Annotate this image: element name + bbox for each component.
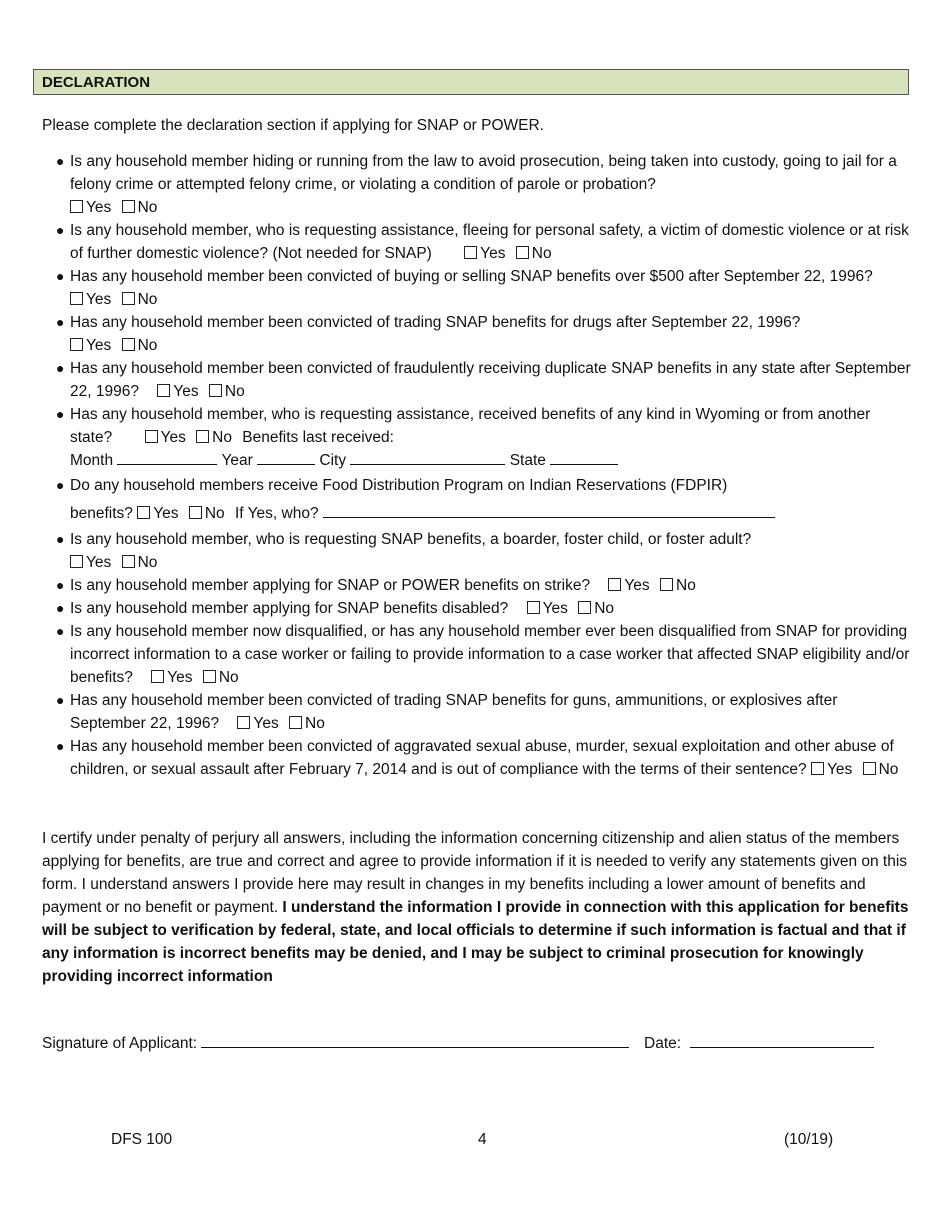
checkbox-icon[interactable]	[863, 762, 876, 775]
checkbox-icon[interactable]	[203, 670, 216, 683]
bullet-icon: ●	[56, 314, 65, 330]
bullet-icon: ●	[56, 738, 65, 754]
question-12-yes[interactable]: Yes	[237, 712, 278, 735]
bullet-icon: ●	[56, 623, 65, 639]
question-9-no[interactable]: No	[660, 574, 696, 597]
question-7	[42, 472, 912, 525]
question-11-text: Is any household member now disqualified, or has any household member ever been disqualified from SNAP for providing incorrect information to a case worker or failing to provide information to a case worker that affected SNAP eligibility and/or benefits?	[70, 623, 910, 686]
question-7-no[interactable]: No	[189, 502, 225, 525]
bullet-icon: ●	[56, 577, 65, 593]
question-10-text: Is any household member applying for SNAP benefits disabled?	[70, 600, 509, 617]
revision-date: (10/19)	[784, 1131, 834, 1148]
question-12	[42, 689, 912, 735]
question-8-yes[interactable]: Yes	[70, 551, 111, 574]
question-4	[42, 311, 912, 357]
signature-row	[42, 1032, 902, 1055]
checkbox-icon[interactable]	[660, 578, 673, 591]
question-3	[42, 265, 912, 311]
checkbox-icon[interactable]	[464, 246, 477, 259]
checkbox-icon[interactable]	[122, 338, 135, 351]
question-6-yes[interactable]: Yes	[145, 426, 186, 449]
question-8-no[interactable]: No	[122, 551, 158, 574]
checkbox-icon[interactable]	[811, 762, 824, 775]
signature-field[interactable]	[201, 1033, 629, 1048]
month-label: Month	[70, 452, 114, 469]
question-6	[42, 403, 912, 472]
city-field[interactable]	[350, 450, 505, 465]
bullet-icon: ●	[56, 406, 65, 422]
checkbox-icon[interactable]	[157, 384, 170, 397]
question-6-no[interactable]: No	[196, 426, 232, 449]
question-12-no[interactable]: No	[289, 712, 325, 735]
question-10	[42, 597, 912, 620]
checkbox-icon[interactable]	[516, 246, 529, 259]
question-3-text: Has any household member been convicted of buying or selling SNAP benefits over $500 after September 22, 1996?	[70, 268, 873, 285]
question-3-yes[interactable]: Yes	[70, 288, 111, 311]
question-5-text: Has any household member been convicted of fraudulently receiving duplicate SNAP benefits in any state after September 22, 1996?	[70, 360, 911, 400]
year-field[interactable]	[257, 450, 315, 465]
bullet-icon: ●	[56, 268, 65, 284]
section-title: DECLARATION	[33, 69, 909, 95]
signature-label: Signature of Applicant:	[42, 1035, 198, 1052]
date-field[interactable]	[690, 1033, 874, 1048]
question-8	[42, 525, 912, 574]
question-1	[42, 150, 912, 219]
checkbox-icon[interactable]	[145, 430, 158, 443]
bullet-icon: ●	[56, 692, 65, 708]
date-label: Date:	[644, 1035, 682, 1052]
question-5-no[interactable]: No	[209, 380, 245, 403]
question-2	[42, 219, 912, 265]
question-12-text: Has any household member been convicted of trading SNAP benefits for guns, ammunitions, or explosives after September 22, 1996?	[70, 692, 838, 732]
city-label: City	[319, 452, 347, 469]
form-id: DFS 100	[111, 1131, 173, 1148]
bullet-icon: ●	[56, 360, 65, 376]
question-11-no[interactable]: No	[203, 666, 239, 689]
question-11	[42, 620, 912, 689]
benefits-last-received-label: Benefits last received:	[242, 429, 394, 446]
question-13-yes[interactable]: Yes	[811, 758, 852, 781]
checkbox-icon[interactable]	[137, 506, 150, 519]
checkbox-icon[interactable]	[122, 292, 135, 305]
certification-bold-text: I understand the information I provide in connection with this application for benefits will be subject to verification by federal, state, and local officials to determine if such information is factual and that if any information is incorrect benefits may be denied, and I may be subject to criminal prosecution for knowingly providing incorrect information	[42, 899, 909, 985]
who-field[interactable]	[323, 503, 775, 518]
if-yes-who-label: If Yes, who?	[234, 505, 319, 522]
bullet-icon: ●	[56, 222, 65, 238]
year-label: Year	[221, 452, 253, 469]
checkbox-icon[interactable]	[189, 506, 202, 519]
state-label: State	[509, 452, 546, 469]
question-7-text-line2: benefits?	[70, 505, 133, 522]
checkbox-icon[interactable]	[70, 292, 83, 305]
certification-statement	[42, 827, 910, 988]
month-field[interactable]	[117, 450, 217, 465]
bullet-icon: ●	[56, 477, 65, 493]
question-9-text: Is any household member applying for SNAP or POWER benefits on strike?	[70, 577, 591, 594]
state-field[interactable]	[550, 450, 618, 465]
checkbox-icon[interactable]	[289, 716, 302, 729]
checkbox-icon[interactable]	[196, 430, 209, 443]
question-4-no[interactable]: No	[122, 334, 158, 357]
question-3-no[interactable]: No	[122, 288, 158, 311]
checkbox-icon[interactable]	[70, 200, 83, 213]
bullet-icon: ●	[56, 153, 65, 169]
question-2-no[interactable]: No	[516, 242, 552, 265]
checkbox-icon[interactable]	[70, 338, 83, 351]
question-7-yes[interactable]: Yes	[137, 502, 178, 525]
question-4-yes[interactable]: Yes	[70, 334, 111, 357]
question-2-text: Is any household member, who is requesting assistance, fleeing for personal safety, a victim of domestic violence or at risk of further domestic violence? (Not needed for SNAP)	[70, 222, 909, 262]
question-4-text: Has any household member been convicted of trading SNAP benefits for drugs after September 22, 1996?	[70, 314, 801, 331]
checkbox-icon[interactable]	[122, 200, 135, 213]
declaration-questions	[42, 150, 912, 781]
question-6-text: Has any household member, who is requesting assistance, received benefits of any kind in Wyoming or from another state?	[70, 406, 871, 446]
question-7-text: Do any household members receive Food Distribution Program on Indian Reservations (FDPIR)	[70, 477, 728, 494]
question-13	[42, 735, 912, 781]
question-10-yes[interactable]: Yes	[527, 597, 568, 620]
question-2-yes[interactable]: Yes	[464, 242, 505, 265]
intro-text: Please complete the declaration section if applying for SNAP or POWER.	[42, 117, 544, 134]
question-5	[42, 357, 912, 403]
question-9-yes[interactable]: Yes	[608, 574, 649, 597]
checkbox-icon[interactable]	[237, 716, 250, 729]
question-1-text: Is any household member hiding or running from the law to avoid prosecution, being taken into custody, going to jail for a felony crime or attempted felony crime, or violating a condition of parole or probation?	[70, 153, 897, 193]
bullet-icon: ●	[56, 531, 65, 547]
checkbox-icon[interactable]	[578, 601, 591, 614]
checkbox-icon[interactable]	[608, 578, 621, 591]
question-10-no[interactable]: No	[578, 597, 614, 620]
question-13-text: Has any household member been convicted of aggravated sexual abuse, murder, sexual exploitation and other abuse of children, or sexual assault after February 7, 2014 and is out of compliance with the terms of their sentence?	[70, 738, 894, 778]
question-11-yes[interactable]: Yes	[151, 666, 192, 689]
question-13-no[interactable]: No	[863, 758, 899, 781]
question-5-yes[interactable]: Yes	[157, 380, 198, 403]
question-9	[42, 574, 912, 597]
question-1-no[interactable]: No	[122, 196, 158, 219]
question-1-yes[interactable]: Yes	[70, 196, 111, 219]
bullet-icon: ●	[56, 600, 65, 616]
checkbox-icon[interactable]	[70, 555, 83, 568]
checkbox-icon[interactable]	[122, 555, 135, 568]
checkbox-icon[interactable]	[151, 670, 164, 683]
checkbox-icon[interactable]	[527, 601, 540, 614]
page-number: 4	[478, 1131, 487, 1148]
checkbox-icon[interactable]	[209, 384, 222, 397]
question-8-text: Is any household member, who is requesting SNAP benefits, a boarder, foster child, or foster adult?	[70, 531, 752, 548]
certification-text: I certify under penalty of perjury all answers, including the information concerning citizenship and alien status of the members applying for benefits, are true and correct and agree to provide information if it is needed to verify any statements given on this form. I understand answers I provide here may result in changes in my benefits including a lower amount of benefits and payment or no benefit or payment.	[42, 830, 908, 916]
